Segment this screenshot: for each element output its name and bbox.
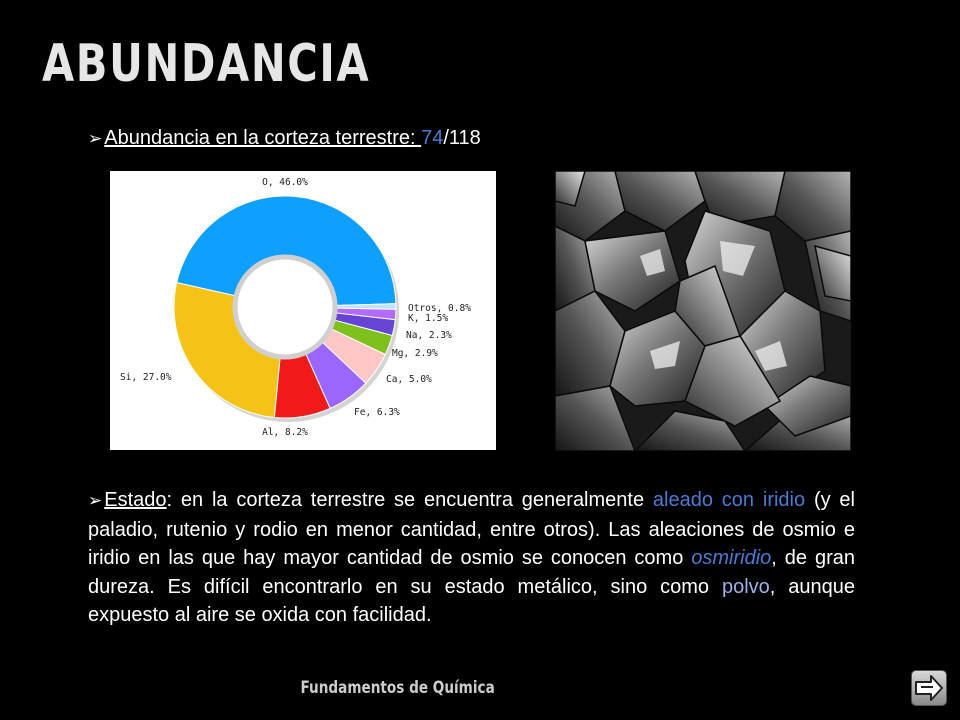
abundance-label: Abundancia en la corteza terrestre: — [104, 127, 416, 149]
highlight-alloy: aleado con iridio — [652, 489, 806, 511]
osmium-crystals-photo — [555, 171, 851, 451]
pie-center-hole — [235, 257, 335, 357]
state-paragraph: ➢ Estado: en la corteza terrestre se encuentra generalmente aleado con iridio (y el paladio, rutenio y rodio en menor cantidad, entre otros). Las aleaciones de osmio e iridio en las que hay mayor cantidad de osmio se conocen como osmiridio, de gran dureza. Es difícil encontrarlo en su estado metálico, sino como polvo, aunque expuesto al aire se oxida con facilidad. — [88, 489, 856, 626]
slide-title: ABUNDANCIA — [42, 34, 371, 94]
pie-label-al: Al, 8.2% — [262, 427, 308, 438]
pie-label-mg: Mg, 2.9% — [392, 348, 438, 359]
pie-label-otros: Otros, 0.8% — [408, 303, 471, 314]
highlight-osmiridium: osmiridio — [691, 547, 772, 569]
pie-label-na: Na, 2.3% — [406, 330, 452, 341]
pie-label-fe: Fe, 6.3% — [354, 407, 400, 418]
pie-label-si: Si, 27.0% — [120, 372, 172, 383]
state-label: Estado — [104, 489, 167, 511]
next-slide-button[interactable] — [911, 670, 947, 706]
pie-label-k: K, 1.5% — [408, 313, 449, 324]
pie-label-o: O, 46.0% — [262, 177, 308, 188]
pie-chart-svg — [110, 171, 496, 450]
abundance-total: /118 — [443, 127, 481, 149]
slide-footer: Fundamentos de Química — [300, 678, 495, 698]
next-arrow-icon — [912, 671, 946, 705]
abundance-pie-chart — [110, 171, 496, 450]
arrowhead-bullet-icon: ➢ — [88, 491, 103, 510]
arrowhead-bullet-icon: ➢ — [88, 129, 103, 148]
highlight-powder: polvo — [721, 575, 770, 598]
pie-label-ca: Ca, 5.0% — [386, 374, 432, 385]
abundance-rank: 74 — [421, 127, 444, 149]
abundance-line — [88, 124, 481, 154]
